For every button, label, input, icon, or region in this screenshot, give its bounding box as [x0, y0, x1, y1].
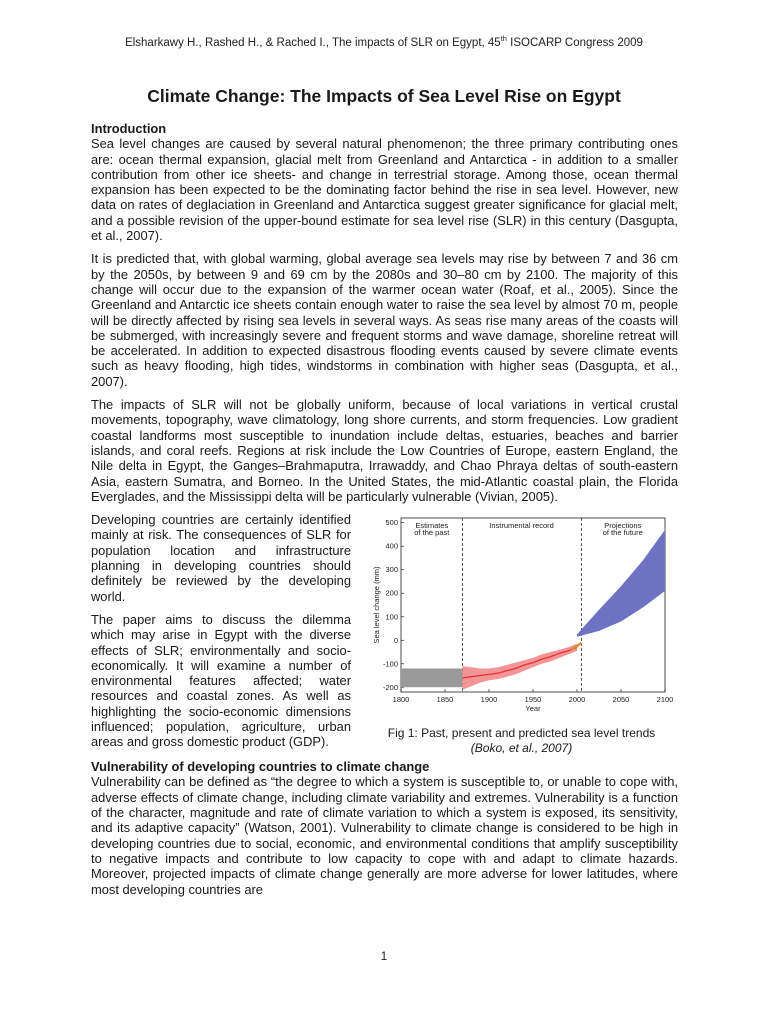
x-axis-label: Year: [525, 704, 541, 714]
left-text-column: [91, 512, 351, 749]
y-axis-label: Sea level change (mm): [372, 566, 381, 644]
period-label-future-line2: of the future: [602, 528, 643, 538]
series-past-estimates-band: [401, 669, 463, 688]
sea-level-chart: [365, 514, 678, 722]
figure-1: [365, 514, 678, 755]
paper-title: Climate Change: The Impacts of Sea Level Rise on Egypt: [147, 86, 621, 106]
figure-caption: [365, 726, 678, 755]
period-label-past-line2: of the past: [414, 528, 450, 538]
series-projection-band: [577, 530, 665, 637]
intro-paragraph-5: The paper aims to discuss the dilemma which may arise in Egypt with the diverse effects of SLR; environmentally and socio-economically. It will examine a number of environmental features affected; water resources and coastal zones. As well as highlighting the socio-economic dimensions influenced; population, agriculture, urban areas and gross domestic product (GDP).: [91, 611, 351, 750]
figure-caption-citation: (Boko, et al., 2007): [470, 740, 573, 755]
intro-paragraph-3: The impacts of SLR will not be globally uniform, because of local variations in vertical crustal movements, topography, wave climatology, long shore currents, and storm frequencies. Low gradient coastal landforms most susceptible to inundation include deltas, estuaries, beaches and barrier islands, and coral reefs. Regions at risk include the Low Countries of Europe, eastern England, the Nile delta in Egypt, the Ganges–Brahmaputra, Irrawaddy, and Chao Phraya deltas of south-eastern Asia, eastern Sumatra, and Borneo. In the United States, the mid-Atlantic coastal plain, the Florida Everglades, and the Mississippi delta will be particularly vulnerable (Vivian, 2005).: [91, 397, 678, 504]
intro-paragraph-1: Sea level changes are caused by several natural phenomenon; the three primary contributing ones are: ocean thermal expansion, glacial melt from Greenland and Antarctica - in addition to a smaller contribution from other ice sheets- and change in terrestrial storage. Among those, ocean thermal expansion has been expected to be the dominating factor behind the rise in sea level. However, new data on rates of deglaciation in Greenland and Antarctica suggest greater significance for glacial melt, and a possible revision of the upper-bound estimate for sea level rise (SLR) in this century (Dasgupta, et al., 2007).: [91, 136, 678, 244]
y-tick-label: 200: [385, 588, 398, 598]
figure-caption-text: Fig 1: Past, present and predicted sea level trends: [387, 726, 656, 741]
x-tick-label: 2050: [612, 695, 630, 705]
vulnerability-paragraph-1: Vulnerability can be defined as “the degree to which a system is susceptible to, or unable to cope with, adverse effects of climate change, including climate variability and extremes. Vulnerability is a function of the character, magnitude and rate of climate variation to which a system is exposed, its sensitivity, and its adaptive capacity” (Watson, 2001). Vulnerability to climate change is considered to be high in developing countries due to social, economic, and environmental conditions that amplify susceptibility to negative impacts and contribute to low capacity to cope with and adapt to climate hazards. Moreover, projected impacts of climate change generally are more adverse for lower latitudes, where most developing countries are: [91, 774, 678, 897]
vulnerability-heading: Vulnerability of developing countries to climate change: [91, 759, 430, 775]
intro-heading: Introduction: [91, 121, 167, 136]
y-tick-label: 500: [385, 518, 398, 528]
x-tick-label: 1850: [436, 695, 454, 705]
period-label-past-line1: Estimates: [415, 521, 449, 531]
y-tick-label: 0: [393, 635, 398, 645]
period-label-future-line1: Projections: [604, 521, 642, 531]
y-tick-label: 100: [385, 612, 398, 622]
page-number: 1: [380, 951, 388, 963]
y-tick-label: 300: [385, 565, 398, 575]
running-header: [0, 34, 768, 49]
header-citation-suffix: ISOCARP Congress 2009: [506, 36, 643, 49]
intro-paragraph-4: Developing countries are certainly identified mainly at risk. The consequences of SLR for population location and infrastructure planning in developing countries should definitely be reviewed by the developing world.: [91, 512, 351, 604]
x-tick-label: 1900: [480, 695, 498, 705]
x-tick-label: 1950: [524, 695, 542, 705]
x-tick-label: 2000: [568, 695, 586, 705]
intro-paragraph-2: It is predicted that, with global warming, global average sea levels may rise by between 7 and 36 cm by the 2050s, by between 9 and 69 cm by the 2080s and 30–80 cm by 2100. The majority of this change will occur due to the expansion of the warmer ocean water (Roaf, et al., 2005). Since the Greenland and Antarctic ice sheets contain enough water to raise the sea level by almost 70 m, people will be directly affected by rising sea levels in several ways. As seas rise many areas of the coasts will be submerged, with increasingly severe and frequent storms and wave damage, shoreline retreat will be accelerated. In addition to expected disastrous flooding events caused by severe climate events such as heavy flooding, high tides, windstorms in combination with higher seas (Dasgupta, et al., 2007).: [91, 251, 678, 389]
x-tick-label: 1800: [392, 695, 410, 705]
header-citation-sup: th: [500, 34, 507, 43]
y-tick-label: -200: [382, 682, 398, 692]
y-tick-label: 400: [385, 541, 398, 551]
header-citation-prefix: Elsharkawy H., Rashed H., & Rached I., The impacts of SLR on Egypt, 45: [125, 36, 501, 49]
x-tick-label: 2100: [656, 695, 674, 705]
period-label-instrumental: Instrumental record: [489, 521, 554, 531]
paper-body: [91, 121, 678, 905]
y-tick-label: -100: [382, 659, 398, 669]
